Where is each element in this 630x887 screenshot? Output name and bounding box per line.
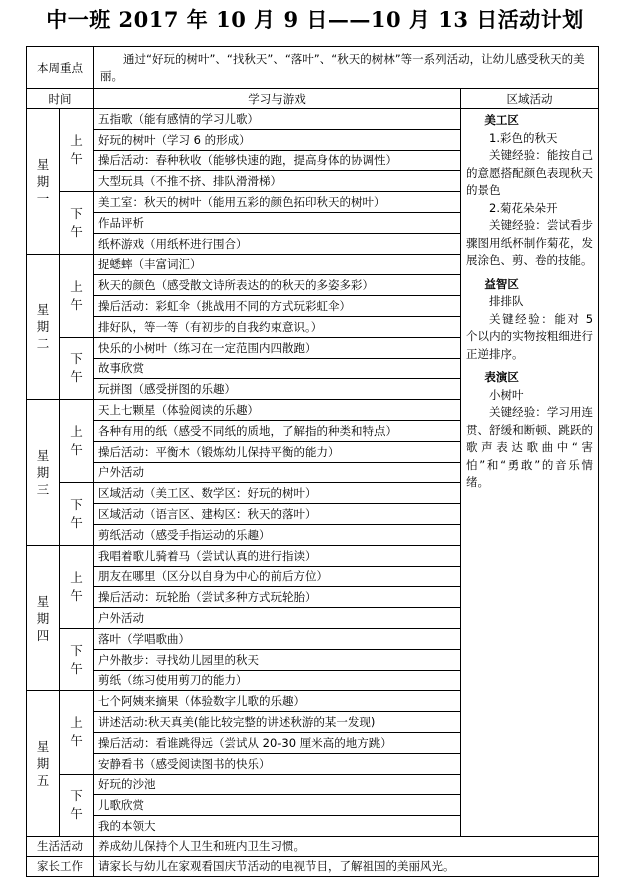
activity-item: 故事欣赏 [94,358,461,379]
region-art-experience: 关键经验：尝试看步骤图用纸杯制作菊花，发展涂色、剪、卷的技能。 [466,218,594,267]
activity-item: 落叶（学唱歌曲） [94,628,461,649]
activity-item: 排好队，等一等（有初步的自我约束意识。） [94,316,461,337]
day-label-char: 期 [36,173,50,189]
life-label: 生活活动 [27,836,94,856]
region-art-item: 2.菊花朵朵开 [489,200,558,215]
activity-item: 剪纸活动（感受手指运动的乐趣） [94,524,461,545]
parent-label: 家长工作 [27,856,94,876]
half-label-char: 上 [70,715,83,731]
activity-item: 操后活动：春种秋收（能够快速的跑，提高身体的协调性） [94,150,461,171]
morning-label [60,400,94,483]
half-label-char: 午 [70,733,83,749]
day-label-char: 期 [36,756,50,772]
activity-item: 户外活动 [94,462,461,483]
half-label-char: 午 [70,369,83,385]
activity-item: 作品评析 [94,212,461,233]
half-label-char: 下 [70,642,83,658]
half-label-char: 午 [70,151,83,167]
half-label-char: 午 [70,587,83,603]
half-label-char: 午 [70,660,83,676]
header-row [27,89,599,109]
focus-text: 通过“好玩的树叶”、“找秋天”、“落叶”、“秋天的树林”等一系列活动，让幼儿感受秋天的美丽。 [94,47,599,89]
region-puzzle-title: 益智区 [484,276,519,291]
day-label-char: 星 [36,156,50,172]
activity-item: 七个阿姨来摘果（体验数字儿歌的乐趣） [94,691,461,712]
morning-label [60,691,94,774]
day-label-char: 星 [36,447,50,463]
day-label-char: 星 [36,593,50,609]
day-label [27,545,60,691]
parent-row [27,856,599,876]
activity-item: 讲述活动:秋天真美(能比较完整的讲述秋游的某一发现) [94,712,461,733]
day-label-char: 四 [36,627,50,643]
region-art-item: 1.彩色的秋天 [489,130,558,145]
activity-item: 儿歌欣赏 [94,795,461,816]
day-label-char: 期 [36,319,50,335]
header-time: 时间 [27,89,94,109]
activity-row [27,109,599,130]
focus-label: 本周重点 [27,47,94,89]
day-label-char: 期 [36,610,50,626]
half-label-char: 午 [70,296,83,312]
afternoon-label [60,192,94,254]
half-label-char: 上 [70,133,83,149]
activity-item: 我的本领大 [94,816,461,837]
life-row [27,836,599,856]
activity-item: 好玩的树叶（学习 6 的形成） [94,129,461,150]
region-perform-experience: 关键经验：学习用连贯、舒缓和断顿、跳跃的歌声表达歌曲中“害怕”和“勇敢”的音乐情绪。 [466,405,594,489]
afternoon-label [60,774,94,836]
page-title: 中一班 2017 年 10 月 9 日——10 月 13 日活动计划 [46,7,584,32]
activity-item: 大型玩具（不推不挤、排队滑滑梯） [94,171,461,192]
day-label [27,400,60,546]
activity-item: 纸杯游戏（用纸杯进行围合） [94,233,461,254]
afternoon-label [60,337,94,399]
half-label-char: 上 [70,278,83,294]
activity-item: 捉蟋蟀（丰富词汇） [94,254,461,275]
header-region: 区域活动 [461,89,599,109]
activity-item: 天上七颗星（体验阅读的乐趣） [94,400,461,421]
activity-item: 操后活动：平衡木（锻炼幼儿保持平衡的能力） [94,441,461,462]
half-label-char: 午 [70,442,83,458]
afternoon-label [60,628,94,690]
day-label-char: 一 [36,190,50,206]
activity-item: 美工室：秋天的树叶（能用五彩的颜色拓印秋天的树叶） [94,192,461,213]
activity-item: 户外散步：寻找幼儿园里的秋天 [94,649,461,670]
half-label-char: 上 [70,569,83,585]
day-label-char: 期 [36,464,50,480]
activity-item: 我唱着歌儿骑着马（尝试认真的进行指读） [94,545,461,566]
activity-item: 操后活动：看谁跳得远（尝试从 20-30 厘米高的地方跳） [94,732,461,753]
activity-item: 剪纸（练习使用剪刀的能力） [94,670,461,691]
region-puzzle-item: 排排队 [489,294,524,308]
half-label-char: 午 [70,223,83,239]
day-label-char: 五 [36,773,50,789]
activity-item: 好玩的沙池 [94,774,461,795]
half-label-char: 下 [70,497,83,513]
activity-item: 玩拼图（感受拼图的乐趣） [94,379,461,400]
morning-label [60,545,94,628]
day-label-char: 三 [36,481,50,497]
activity-item: 操后活动：彩虹伞（挑战用不同的方式玩彩虹伞） [94,296,461,317]
afternoon-label [60,483,94,545]
activity-item: 朋友在哪里（区分以自身为中心的前后方位） [94,566,461,587]
half-label-char: 下 [70,205,83,221]
activity-item: 五指歌（能有感情的学习儿歌） [94,109,461,130]
activity-item: 安静看书（感受阅读图书的快乐） [94,753,461,774]
activity-item: 秋天的颜色（感受散文诗所表达的的秋天的多姿多彩） [94,275,461,296]
morning-label [60,254,94,337]
activity-item: 快乐的小树叶（练习在一定范围内四散跑） [94,337,461,358]
life-text: 养成幼儿保持个人卫生和班内卫生习惯。 [94,836,599,856]
header-learning: 学习与游戏 [94,89,461,109]
day-label-char: 星 [36,739,50,755]
activity-item: 户外活动 [94,608,461,629]
day-label [27,691,60,837]
plan-table [26,46,599,877]
half-label-char: 午 [70,806,83,822]
region-art-experience: 关键经验：能按自己的意愿搭配颜色表现秋天的景色 [466,148,594,197]
region-perform-item: 小树叶 [489,387,524,402]
morning-label [60,109,94,192]
activity-item: 各种有用的纸（感受不同纸的质地，了解指的种类和特点） [94,420,461,441]
activity-item: 区域活动（语言区、建构区：秋天的落叶） [94,504,461,525]
day-label [27,254,60,400]
day-label-char: 二 [36,336,50,352]
day-label-char: 星 [36,302,50,318]
half-label-char: 下 [70,788,83,804]
region-activities [461,109,599,837]
activity-item: 区域活动（美工区、数学区：好玩的树叶） [94,483,461,504]
activity-item: 操后活动：玩轮胎（尝试多种方式玩轮胎） [94,587,461,608]
half-label-char: 下 [70,351,83,367]
half-label-char: 午 [70,515,83,531]
day-label [27,109,60,255]
half-label-char: 上 [70,424,83,440]
region-puzzle-experience: 关键经验：能对 5 个以内的实物按粗细进行正逆排序。 [466,311,594,361]
region-perform-title: 表演区 [484,370,519,384]
parent-text: 请家长与幼儿在家观看国庆节活动的电视节目，了解祖国的美丽风光。 [94,856,599,876]
focus-row [27,47,599,89]
region-art-title: 美工区 [484,113,519,127]
